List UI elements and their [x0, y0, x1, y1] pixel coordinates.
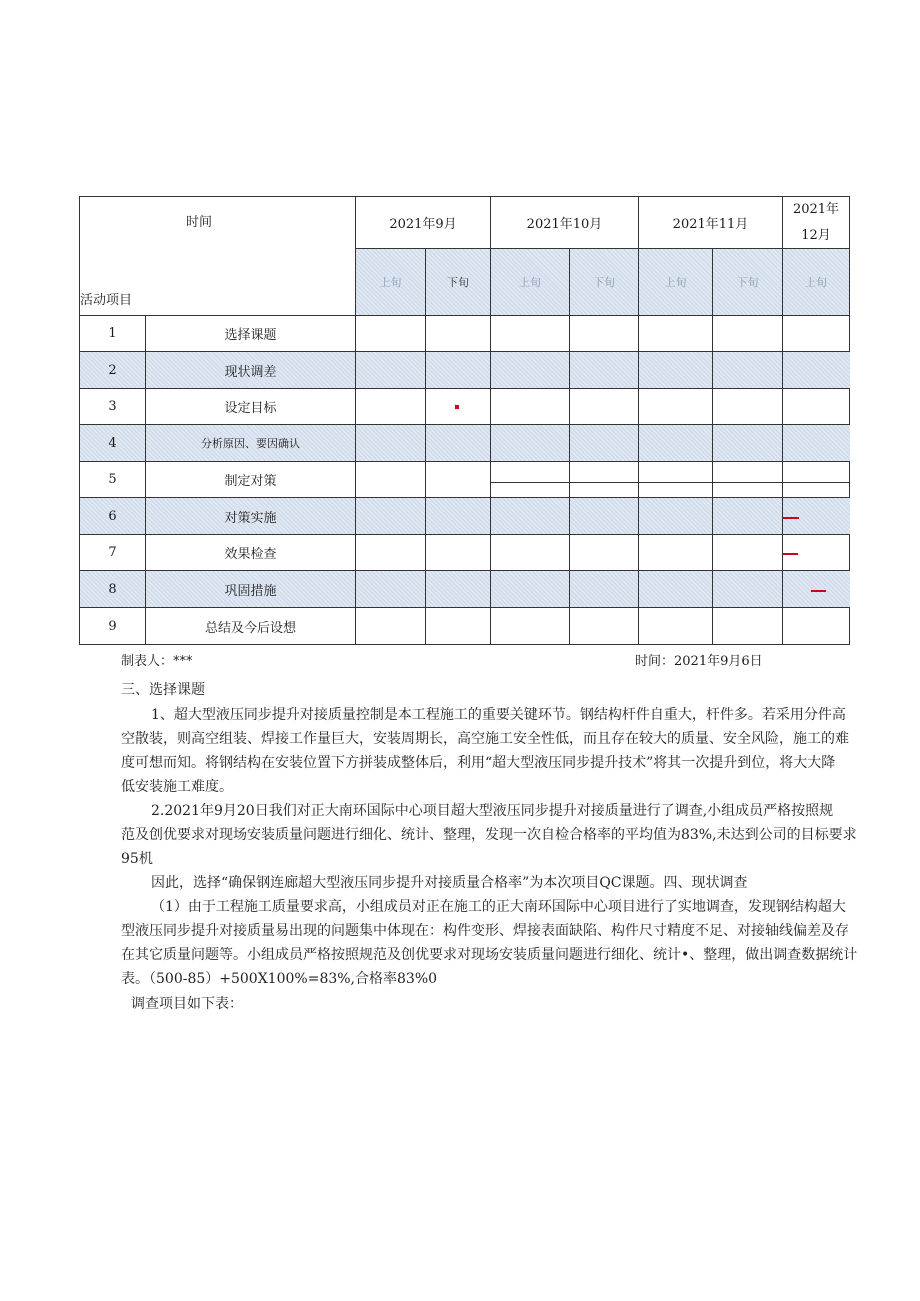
schedule-cell — [639, 535, 713, 571]
table-maker: 制表人：*** — [121, 654, 193, 669]
schedule-cell — [783, 608, 850, 645]
period-sep-early: 上旬 — [356, 249, 426, 316]
month-dec-year: 2021年 — [792, 201, 840, 217]
mark-effect-check — [783, 553, 798, 555]
row-number: 8 — [80, 571, 146, 608]
schedule-cell — [426, 498, 491, 535]
header-time-label: 时间 — [186, 215, 213, 230]
schedule-cell — [356, 608, 426, 645]
schedule-cell — [491, 352, 570, 389]
schedule-cell — [491, 462, 570, 498]
schedule-cell — [356, 571, 426, 608]
schedule-cell — [356, 316, 426, 352]
month-sep: 2021年9月 — [356, 197, 491, 249]
schedule-cell — [713, 462, 783, 498]
schedule-cell — [713, 535, 783, 571]
activity-name: 分析原因、要因确认 — [146, 425, 356, 462]
mark-countermeasure-impl — [783, 517, 799, 519]
schedule-cell — [570, 608, 639, 645]
para-3: 因此，选择“确保钢连廊超大型液压同步提升对接质量合格率”为本次项目QC课题。四、现状调查 — [151, 875, 748, 891]
schedule-cell — [570, 316, 639, 352]
schedule-cell — [570, 571, 639, 608]
schedule-cell — [356, 389, 426, 425]
table-date: 时间：2021年9月6日 — [635, 654, 763, 669]
schedule-cell — [491, 498, 570, 535]
schedule-table — [79, 196, 850, 645]
activity-name: 效果检查 — [146, 535, 356, 571]
month-oct: 2021年10月 — [491, 197, 639, 249]
schedule-cell — [639, 352, 713, 389]
activity-name: 巩固措施 — [146, 571, 356, 608]
schedule-cell — [491, 535, 570, 571]
para-4-line-4: 表。（500-85）+500X100%=83%,合格率83%0 — [121, 971, 438, 987]
para-4-line-1: （1）由于工程施工质量要求高，小组成员对正在施工的正大南环国际中心项目进行了实地调查，发现钢结构超大 — [151, 899, 846, 915]
period-oct-late: 下旬 — [570, 249, 639, 316]
schedule-cell — [639, 571, 713, 608]
row-number: 4 — [80, 425, 146, 462]
schedule-cell — [491, 316, 570, 352]
schedule-cell — [783, 425, 850, 462]
schedule-cell — [491, 389, 570, 425]
month-dec — [783, 197, 850, 249]
schedule-cell — [491, 571, 570, 608]
header-activity-label: 活动项目 — [80, 293, 133, 308]
row-number: 6 — [80, 498, 146, 535]
activity-name: 现状调差 — [146, 352, 356, 389]
row-number: 9 — [80, 608, 146, 645]
schedule-cell — [639, 425, 713, 462]
schedule-cell — [426, 352, 491, 389]
schedule-cell — [713, 352, 783, 389]
para-1-line-3: 度可想而知。将钢结构在安装位置下方拼装成整体后，利用“超大型液压同步提升技术”将其一次提升到位，将大大降 — [121, 755, 836, 771]
para-2-line-3: 95机 — [121, 851, 153, 867]
schedule-cell — [570, 352, 639, 389]
schedule-cell — [570, 535, 639, 571]
period-dec-early: 上旬 — [783, 249, 850, 316]
schedule-cell — [356, 425, 426, 462]
schedule-cell — [713, 316, 783, 352]
schedule-cell — [713, 389, 783, 425]
para-1-line-1: 1、超大型液压同步提升对接质量控制是本工程施工的重要关键环节。钢结构杆件自重大，杆件多。若采用分件高 — [151, 707, 846, 723]
month-nov: 2021年11月 — [639, 197, 783, 249]
schedule-cell — [491, 425, 570, 462]
row-number: 7 — [80, 535, 146, 571]
para-4-line-2: 型液压同步提升对接质量易出现的问题集中体现在：构件变形、焊接表面缺陷、构件尺寸精度不足、对接轴线偏差及存 — [121, 923, 849, 939]
month-dec-month: 12月 — [801, 227, 831, 243]
schedule-cell — [356, 462, 426, 498]
schedule-cell — [426, 608, 491, 645]
schedule-cell — [356, 498, 426, 535]
para-4-line-3: 在其它质量问题等。小组成员严格按照规范及创优要求对现场安装质量问题进行细化、统计•、整理，做出调查数据统计 — [121, 947, 858, 963]
schedule-cell — [570, 425, 639, 462]
schedule-cell — [426, 535, 491, 571]
schedule-cell — [426, 571, 491, 608]
section-title: 三、选择课题 — [121, 682, 205, 698]
schedule-cell — [426, 462, 491, 498]
para-1-line-4: 低安装施工难度。 — [121, 779, 233, 795]
schedule-cell — [570, 462, 639, 498]
period-oct-early: 上旬 — [491, 249, 570, 316]
period-nov-early: 上旬 — [639, 249, 713, 316]
schedule-cell — [639, 462, 713, 498]
para-2-line-1: 2.2021年9月20日我们对正大南环国际中心项目超大型液压同步提升对接质量进行了调查,小组成员严格按照规 — [151, 803, 834, 819]
activity-name: 总结及今后设想 — [146, 608, 356, 645]
row-number: 1 — [80, 316, 146, 352]
schedule-cell — [713, 571, 783, 608]
schedule-cell — [713, 425, 783, 462]
schedule-cell — [639, 498, 713, 535]
schedule-cell — [356, 535, 426, 571]
schedule-cell — [570, 389, 639, 425]
schedule-cell — [570, 498, 639, 535]
schedule-cell — [713, 498, 783, 535]
schedule-cell — [356, 352, 426, 389]
schedule-cell — [491, 608, 570, 645]
header-corner — [80, 197, 356, 316]
activity-name: 制定对策 — [146, 462, 356, 498]
row-number: 2 — [80, 352, 146, 389]
schedule-cell — [639, 389, 713, 425]
schedule-cell — [639, 608, 713, 645]
schedule-cell — [783, 316, 850, 352]
row-number: 3 — [80, 389, 146, 425]
para-1-line-2: 空散装，则高空组装、焊接工作量巨大，安装周期长，高空施工安全性低，而且存在较大的质量、安全风险，施工的难 — [121, 731, 849, 747]
schedule-cell — [426, 316, 491, 352]
schedule-cell — [783, 352, 850, 389]
schedule-cell — [426, 425, 491, 462]
schedule-cell — [639, 316, 713, 352]
para-2-line-2: 范及创优要求对现场安装质量问题进行细化、统计、整理，发现一次自检合格率的平均值为83%,未达到公司的目标要求 — [121, 827, 857, 843]
row5-split-line — [491, 482, 850, 483]
period-nov-late: 下旬 — [713, 249, 783, 316]
mark-set-goal — [455, 405, 459, 409]
mark-consolidation — [811, 590, 826, 592]
activity-name: 对策实施 — [146, 498, 356, 535]
schedule-cell — [713, 608, 783, 645]
activity-name: 选择课题 — [146, 316, 356, 352]
period-sep-late: 下旬 — [426, 249, 491, 316]
schedule-cell — [783, 389, 850, 425]
para-5: 调查项目如下表： — [131, 996, 243, 1012]
schedule-cell — [783, 462, 850, 498]
row-number: 5 — [80, 462, 146, 498]
activity-name: 设定目标 — [146, 389, 356, 425]
